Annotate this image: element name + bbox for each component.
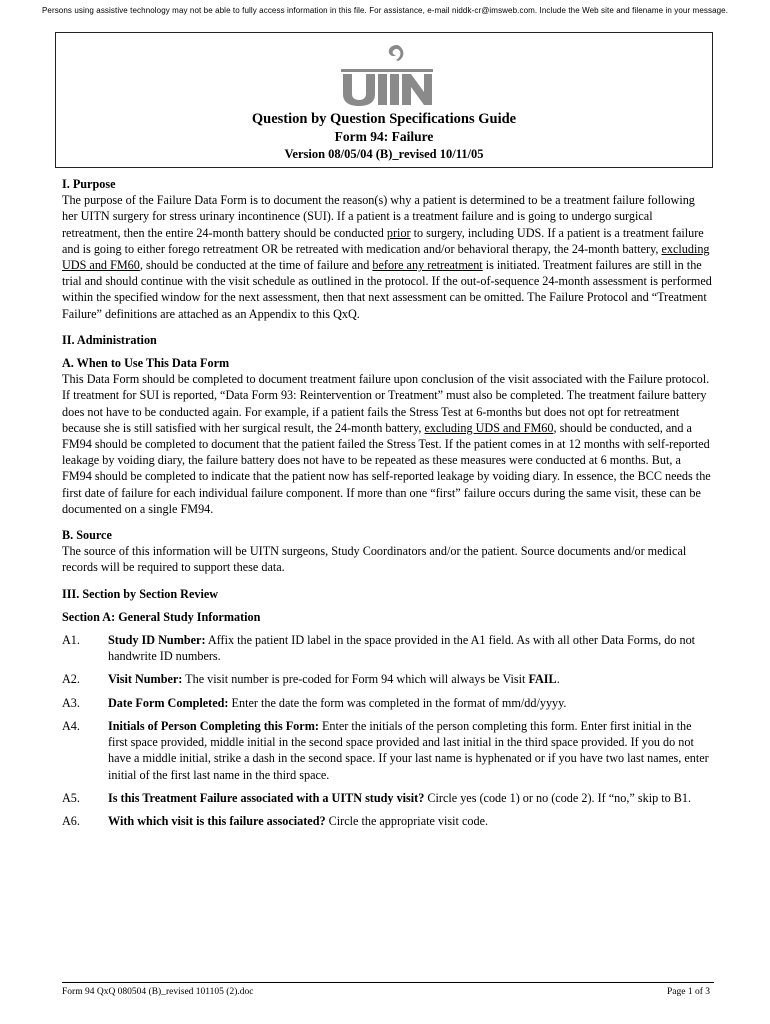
list-item: [62, 718, 712, 783]
when-excluding: excluding UDS and FM60: [424, 420, 554, 435]
item-body: The visit number is pre-coded for Form 94 which will always be Visit: [182, 672, 529, 687]
source-heading: B. Source: [62, 528, 112, 543]
list-item: [62, 695, 712, 711]
form-title: Form 94: Failure: [334, 129, 434, 144]
footer-divider: [62, 982, 714, 983]
item-number: A6.: [62, 813, 80, 828]
item-number: A2.: [62, 672, 80, 687]
when-text-2: , should be conducted, and a FM94 should be completed to document that the patient failed the Stress Test. If the patient comes in at 12 months with self-reported leakage by voiding diary, the failure battery does not have to be repeated as these measures were conducted at 6 months. But, a FM94 should be completed to indicate that the patient now has self-reported leakage by voiding diary. In essence, the BCC needs the first date of failure for each individual failure component. If more than one “first” failure occurs during the same visit, these can be documented on a single FM94.: [62, 420, 711, 516]
item-body: Circle the appropriate visit code.: [325, 813, 489, 828]
footer-filename: Form 94 QxQ 080504 (B)_revised 101105 (2).doc: [62, 987, 254, 997]
item-label: With which visit is this failure associated?: [108, 813, 326, 828]
administration-heading: II. Administration: [62, 332, 157, 347]
guide-title: Question by Question Specifications Guide: [251, 111, 517, 127]
item-label: Initials of Person Completing this Form:: [108, 718, 319, 733]
accessibility-banner: Persons using assistive technology may not be able to fully access information in this file. For assistance, e-mail niddk-cr@imsweb.com. Include the Web site and filename in your message.: [41, 6, 729, 15]
list-item: [62, 813, 712, 829]
item-body: Enter the initials of the person completing this form. Enter first initial in the first space provided, middle initial in the second space provided and last initial in the third space provided. If you do not have a middle initial, strike a dash in the second space. If your last name is hyphenated or if you have two last names, enter initial of the first last name in the third space.: [108, 718, 709, 782]
purpose-prior: prior: [386, 225, 411, 240]
item-bold-tail: FAIL: [528, 672, 557, 687]
when-text-1: This Data Form should be completed to document treatment failure upon conclusion of the visit associated with the Failure protocol. If treatment for SUI is reported, “Data Form 93: Reintervention or Treatment” must also be completed. The treatment failure battery does not have to be conducted again. For example, if a patient fails the Stress Test at 6-months but does not opt for retreatment because she is still satisfied with her surgical result, the 24-month battery,: [62, 372, 710, 435]
item-text: [108, 790, 712, 806]
item-body: Affix the patient ID label in the space provided in the A1 field. As with all other Data Forms, do not handwrite ID numbers.: [108, 633, 696, 664]
list-item: [62, 632, 712, 664]
item-text: [108, 695, 712, 711]
purpose-text-4: is initiated. Treatment failures are still in the trial and should continue with the visit schedule as outlined in the protocol. If the out-of-sequence 24-month assessment is performed within the specified window for the next assessment, then that next assessment can be omitted. The Failure Protocol and “Treatment Failure” definitions are attached as an Appendix to this QxQ.: [62, 258, 712, 321]
version-line: Version 08/05/04 (B)_revised 10/11/05: [284, 147, 484, 161]
item-text: [108, 671, 712, 687]
item-text: [108, 632, 712, 664]
section-review-heading: III. Section by Section Review: [62, 586, 219, 601]
source-paragraph: The source of this information will be UITN surgeons, Study Coordinators and/or the patient. Source documents and/or medical records will be required to support these data.: [62, 544, 687, 575]
purpose-heading: I. Purpose: [62, 177, 116, 191]
when-to-use-paragraph: [62, 371, 712, 517]
item-number: A5.: [62, 790, 80, 805]
purpose-text-1: The purpose of the Failure Data Form is to document the reason(s) why a patient is determined to be a treatment failure following her UITN surgery for stress urinary incontinence (SUI). If a patient is a treatment failure and is going to undergo surgical retreatment, then the entire 24-month battery should be conducted: [62, 193, 695, 240]
item-tail: .: [556, 672, 560, 687]
footer-page-number: Page 1 of 3: [666, 987, 710, 997]
item-number: A1.: [62, 633, 80, 648]
list-item: [62, 671, 712, 687]
item-body: Circle yes (code 1) or no (code 2). If “no,” skip to B1.: [424, 790, 692, 805]
item-label: Is this Treatment Failure associated with a UITN study visit?: [108, 790, 425, 805]
item-label: Study ID Number:: [108, 633, 206, 648]
purpose-before: before any retreatment: [372, 258, 483, 273]
header-box: [55, 32, 713, 168]
uitn-logo: [339, 41, 435, 107]
section-a-heading: Section A: General Study Information: [62, 609, 261, 624]
purpose-text-2: to surgery, including UDS. If a patient is a treatment failure and is going to either forego retreatment OR be retreated with medication and/or behavioral therapy, the 24-month battery,: [62, 225, 704, 256]
purpose-text-3: , should be conducted at the time of failure and: [139, 258, 373, 273]
item-number: A4.: [62, 718, 80, 733]
purpose-excluding: excluding UDS and FM60: [62, 241, 710, 273]
item-text: [108, 718, 712, 783]
item-label: Visit Number:: [108, 672, 183, 687]
item-label: Date Form Completed:: [108, 695, 229, 710]
item-list: [62, 632, 712, 829]
item-body: Enter the date the form was completed in the format of mm/dd/yyyy.: [228, 695, 567, 710]
list-item: [62, 790, 712, 806]
document-body: [62, 176, 712, 829]
when-to-use-heading: A. When to Use This Data Form: [62, 356, 230, 371]
purpose-paragraph: [62, 192, 712, 322]
item-number: A3.: [62, 695, 80, 710]
item-text: [108, 813, 712, 829]
